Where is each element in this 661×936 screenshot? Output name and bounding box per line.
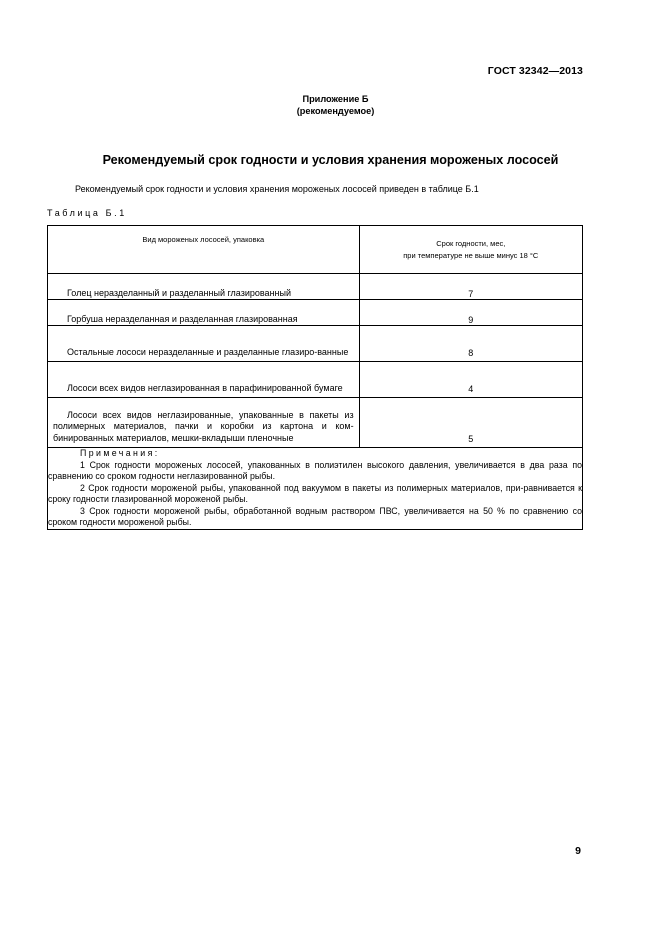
col-header-shelf-life: [359, 226, 582, 274]
row-value: 7: [359, 274, 582, 300]
note-item: 3 Срок годности мороженой рыбы, обработанной водным раствором ПВС, увеличивается на 50 % по сравнению со сроком годности мороженой рыбы.: [48, 505, 582, 527]
row-value: 4: [359, 362, 582, 398]
annex-status: (рекомендуемое): [296, 106, 375, 116]
row-name: Горбуша неразделанная и разделанная глазированная: [67, 313, 298, 324]
col-header-shelf-life-line1: Срок годности, мес,: [436, 238, 506, 248]
section-title: Рекомендуемый срок годности и условия хранения мороженых лососей: [102, 153, 559, 167]
annex-title: Приложение Б: [302, 94, 369, 104]
standard-code: ГОСТ 32342—2013: [487, 65, 583, 77]
notes-cell: [48, 448, 583, 530]
row-name: Остальные лососи неразделанные и разделанные глазиро-ванные: [67, 346, 349, 357]
note-item: 2 Срок годности мороженой рыбы, упакованной под вакуумом в пакеты из полимерных материалов, при-равнивается к сроку годности глазированной мороженой рыбы.: [48, 482, 582, 504]
row-value: 5: [359, 398, 582, 448]
page-number: 9: [575, 845, 581, 857]
intro-text: Рекомендуемый срок годности и условия хранения мороженых лососей приведен в таблице Б.1: [75, 184, 479, 194]
col-header-type: Вид мороженых лососей, упаковка: [48, 226, 360, 274]
row-name: Голец неразделанный и разделанный глазированный: [67, 287, 292, 298]
notes-row: [48, 448, 583, 530]
row-value: 9: [359, 300, 582, 326]
notes-heading: Примечания:: [80, 448, 160, 458]
row-name: Лососи всех видов неглазированные, упакованные в пакеты из полимерных материалов, пачки и коробки из картона и ком-бинированных материалов, мешки-вкладыши пленочные: [53, 409, 354, 443]
col-header-shelf-life-line2: при температуре не выше минус 18 °С: [403, 250, 539, 260]
row-name: Лососи всех видов неглазированная в парафинированной бумаге: [67, 382, 343, 393]
shelf-life-table: [47, 225, 583, 530]
table-row: [48, 274, 583, 300]
annex-heading: [0, 93, 661, 117]
note-item: 1 Срок годности мороженых лососей, упакованных в полиэтилен высокого давления, увеличивается в два раза по сравнению со сроком годности неглазированной рыбы.: [48, 459, 582, 481]
table-row: [48, 300, 583, 326]
table-row: [48, 398, 583, 448]
table-label: Таблица Б.1: [47, 208, 127, 218]
table-header-row: [48, 226, 583, 274]
table-row: [48, 362, 583, 398]
row-value: 8: [359, 326, 582, 362]
table-row: [48, 326, 583, 362]
